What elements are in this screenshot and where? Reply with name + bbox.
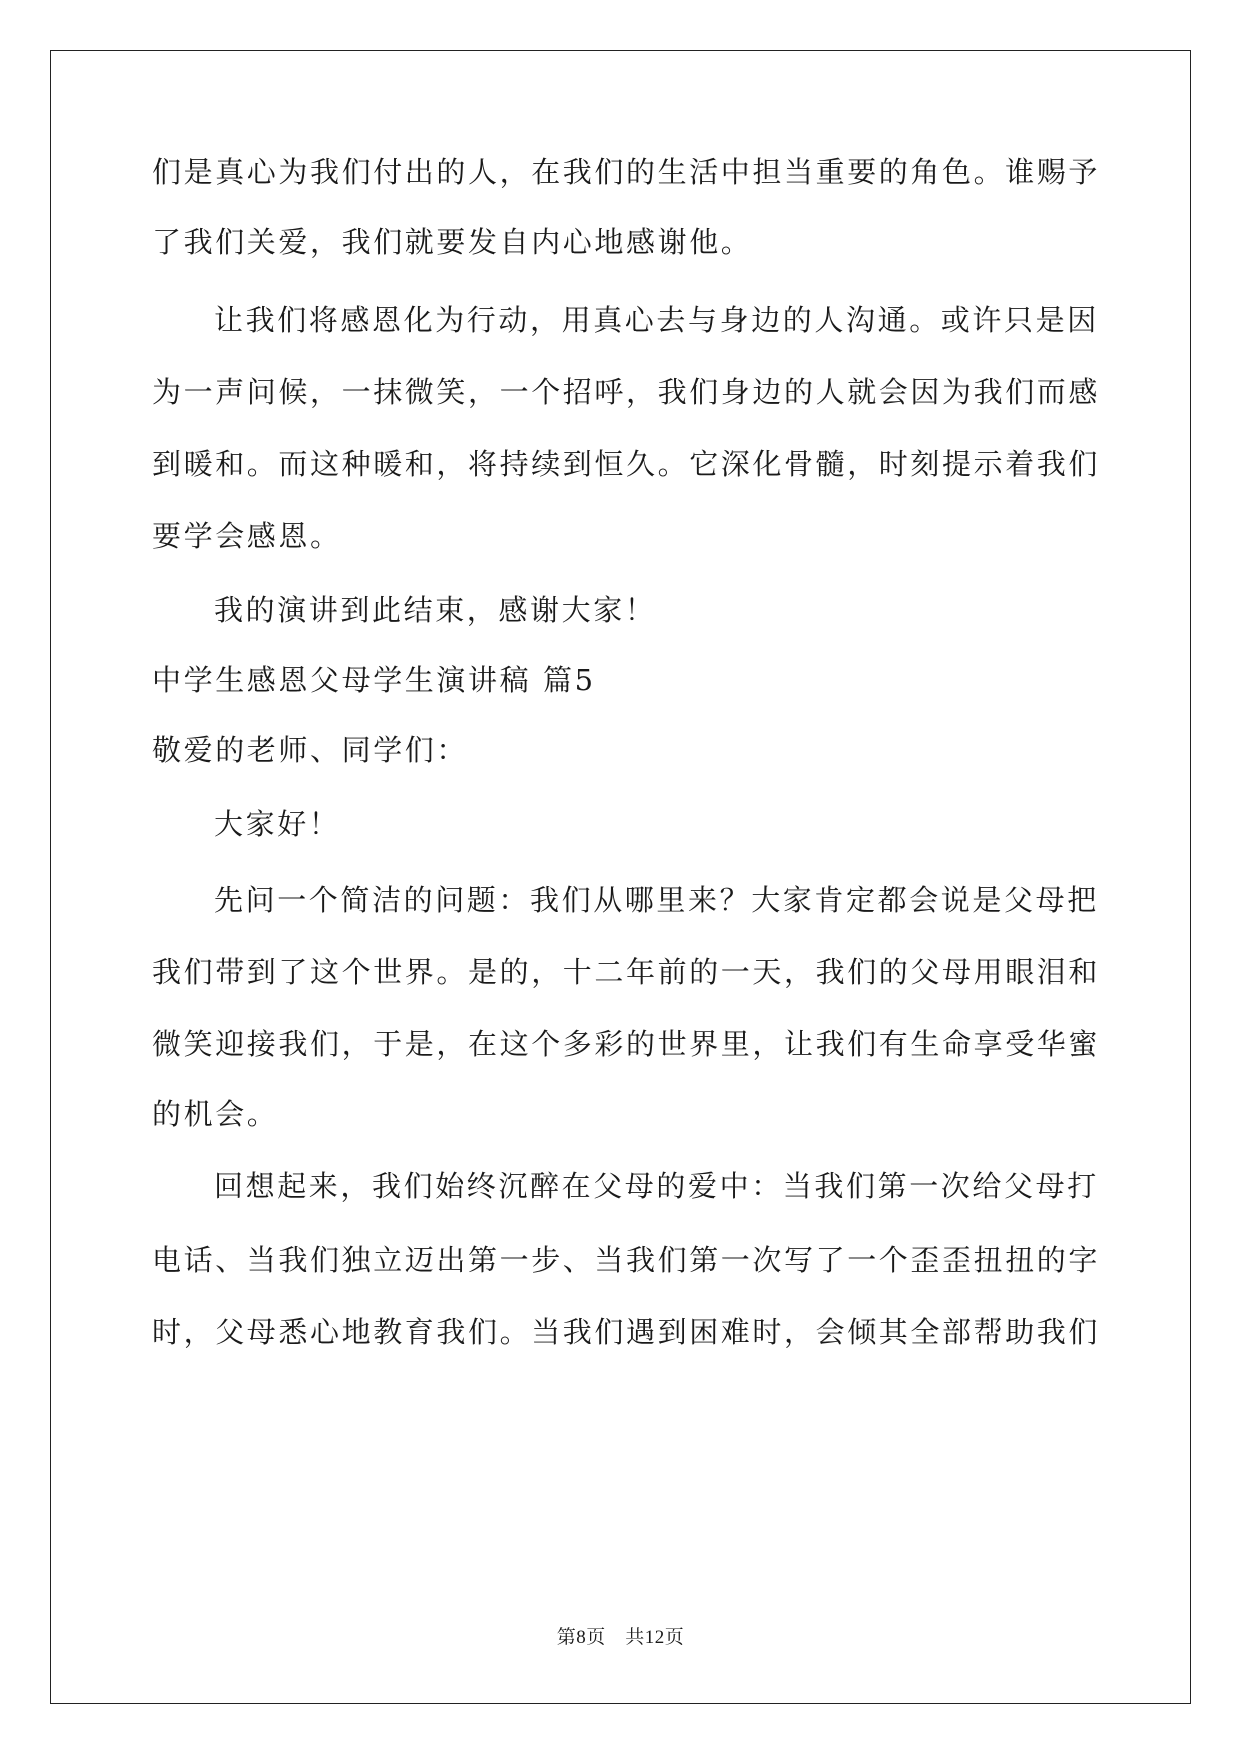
text-line: 为一声问候，一抹微笑，一个招呼，我们身边的人就会因为我们而感 xyxy=(152,375,1101,409)
text-line: 时，父母悉心地教育我们。当我们遇到困难时，会倾其全部帮助我们 xyxy=(152,1315,1101,1349)
text-line: 们是真心为我们付出的人，在我们的生活中担当重要的角色。谁赐予 xyxy=(152,155,1101,189)
text-line: 要学会感恩。 xyxy=(152,519,342,553)
text-line: 我们带到了这个世界。是的，十二年前的一天，我们的父母用眼泪和 xyxy=(152,955,1101,989)
paragraph-first-line: 让我们将感恩化为行动，用真心去与身边的人沟通。或许只是因 xyxy=(214,303,1099,337)
paragraph-first-line: 回想起来，我们始终沉醉在父母的爱中：当我们第一次给父母打 xyxy=(214,1169,1099,1203)
page-border xyxy=(50,50,1191,1704)
salutation: 敬爱的老师、同学们： xyxy=(152,733,469,767)
text-line: 微笑迎接我们，于是，在这个多彩的世界里，让我们有生命享受华蜜 xyxy=(152,1027,1101,1061)
text-line: 的机会。 xyxy=(152,1097,279,1131)
text-line: 电话、当我们独立迈出第一步、当我们第一次写了一个歪歪扭扭的字 xyxy=(152,1243,1101,1277)
text-line: 到暖和。而这种暖和，将持续到恒久。它深化骨髓，时刻提示着我们 xyxy=(152,447,1101,481)
paragraph-first-line: 我的演讲到此结束，感谢大家！ xyxy=(214,593,657,627)
text-line: 了我们关爱，我们就要发自内心地感谢他。 xyxy=(152,225,753,259)
section-heading: 中学生感恩父母学生演讲稿 篇5 xyxy=(152,663,596,697)
greeting: 大家好！ xyxy=(214,807,341,841)
page-number-footer: 第8页 共12页 xyxy=(556,1627,685,1648)
paragraph-first-line: 先问一个简洁的问题：我们从哪里来？大家肯定都会说是父母把 xyxy=(214,883,1099,917)
